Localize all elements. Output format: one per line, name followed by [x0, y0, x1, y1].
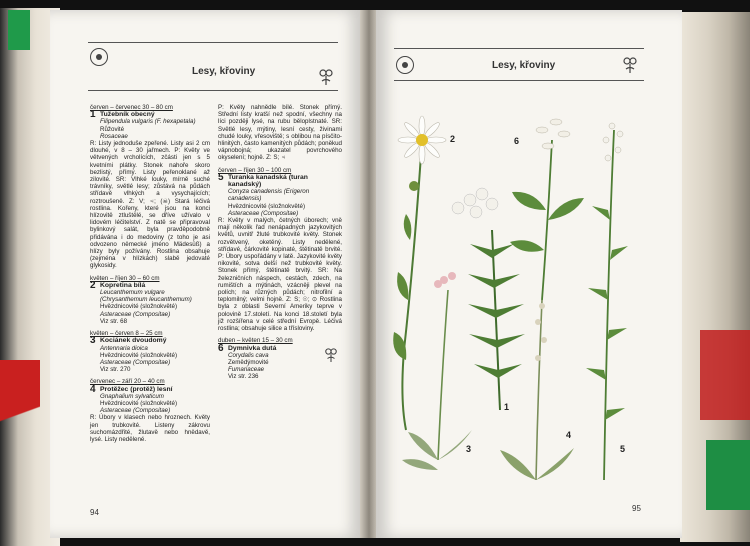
latin-name: Antennaria dioica: [100, 344, 148, 352]
family-latin: Asteraceae (Compositae): [100, 310, 171, 318]
herb-icon: [622, 56, 638, 74]
entry-number: 3: [90, 335, 96, 347]
flower-icon: [396, 56, 414, 74]
entry-number: 6: [218, 342, 224, 354]
plant-name: Kociánek dvoudomý: [100, 337, 167, 345]
description: R: Květy v malých, četných úborech; vně mají několik řad nenápadných jazykovitých květů, uvnitř žluté trubkovité květy. Stonek rozvětvený, oketěný. Listy nedělené, střídavé, čárkovité kopinaté, štětinatě brvité. P: Úbory uspořádány v latě. Jazykovité květy nikovité, sotva delší než trubkovité květy. Stonek přímý, štětinatě brvitý. SR: Na železničních náspech, cestách, zdech, na rumištích a mýtinách, vzácněji plevel na polích; na různých půdách; nitrofilní a teplomilný; velmi hojně. Z: S; ☉; ⊙ Rostlina byla z oblasti Severní Ameriky teprve v polovině 17.století. Na konci 18.století byla již rozšířena v celé střední Evropě. Léčivá rostlina; obsahuje silice a třísloviny.: [218, 217, 342, 333]
entry-2: [90, 275, 210, 325]
left-column-2: [218, 104, 342, 386]
left-header: [88, 42, 338, 77]
left-column-1: [90, 104, 210, 448]
entry-number: 2: [90, 279, 96, 291]
plant-4: [500, 300, 574, 480]
entry-3: [90, 330, 210, 373]
herb-icon: [318, 68, 334, 86]
page-number-left: 94: [90, 508, 99, 517]
entry-number: 5: [218, 171, 224, 183]
plant-name: Kopretina bílá: [100, 281, 146, 289]
green-tab-right: [706, 440, 750, 510]
latin-name: Gnaphalium sylvaticum: [100, 392, 164, 400]
entry-number: 1: [90, 109, 96, 121]
family-latin: Fumariaceae: [228, 366, 265, 374]
plant-name: Dymnivka dutá: [228, 344, 277, 352]
plant-1: [452, 188, 525, 410]
flowering-range: červenec – září 20 – 40 cm: [90, 378, 165, 386]
description: R: Úbory v klasech nebo hroznech. Květy jen trubkovité. Listeny zákrovu suchomázdřité, žlutavě nebo hnědavě, lysé. Listy nedělené.: [90, 414, 210, 443]
left-page: [50, 10, 362, 538]
page-reference: Viz str. 270: [100, 366, 131, 374]
entry-4-continued: P: Květy nahnědle bílé. Stonek přímý. Střední listy kratší než spodní, všechny na líci později lysé, na rubu běloplstnaté. SR: Světlé lesy, mýtiny, lesní cesty, živinami chudé louky, vřesoviště; s oblibou na písčito-hlinitých, často kamenitých půdách; poněkud vápnobojná; ukazatel povrchového okyselení; hojně. Z: S; ♃: [218, 104, 342, 162]
page-number-right: 95: [632, 504, 641, 513]
latin-name: Filipendula vulgaris (F. hexapetala): [100, 118, 196, 126]
plant-name: Turanka kanadská (turan kanadský): [228, 173, 308, 189]
plate-label-3: 3: [466, 444, 472, 454]
family-cz: Hvězdnicovité (složnokvěté): [100, 399, 178, 407]
family-latin: Asteraceae (Compositae): [100, 407, 171, 415]
entry-6: [218, 337, 342, 380]
flowering-range: červen – říjen 30 – 100 cm: [218, 166, 292, 174]
plate-label-1: 1: [504, 402, 510, 412]
description: R: Listy jednoduše zpeřené. Listy asi 2 cm dlouhé, v 8 – 30 jařmech. P: Květy ve větvených vrcholících, zčásti jen s 5 kvetními plátky. Stonek nahoře skoro bezlistý, přímý. Listy peřenoklané až zilovité. SR: Vlhké louky, mírně suché trávníky, světlé lesy; zůstává na půdách střídavě vlhkých a vysychajících; roztroušeně. Z: V; ♃; (☠) Stará léčivá rostlina. Kořeny, které jsou na konci hlízovitě ztluštělé, se dříve užívalo v lidovém léčitelství. Z natě se připravoval bylinkový salát, byla pravděpodobně přidávána i do medoviny (z toho je asi odvozeno německé jméno Mädesüß) a hlízy byly požívány. Rostlina obsahuje (zejména v hlízkách) slabě jedovaté glykosidy.: [90, 140, 210, 270]
flowering-range: duben – květen 15 – 30 cm: [218, 337, 293, 345]
family-cz: Zemědýmovité: [228, 358, 269, 366]
family-cz: Hvězdnicovité (složnokvěté): [100, 351, 178, 359]
flowering-range: květen – říjen 30 – 60 cm: [90, 274, 160, 282]
family-cz: Růžovité: [100, 125, 125, 133]
plant-3: [402, 272, 472, 470]
family-latin: Rosaceae: [100, 132, 128, 140]
plant-name: Protěžec (protěž) lesní: [100, 385, 173, 393]
family-latin: Asteraceae (Compositae): [100, 358, 171, 366]
page-reference: Viz str. 68: [100, 317, 128, 325]
plate-label-4: 4: [566, 430, 572, 440]
plate-label-6: 6: [514, 136, 520, 146]
latin-name: Conyza canadensis (Erigeron canadensis): [228, 188, 310, 203]
plant-6: [510, 119, 584, 300]
entry-1: [90, 104, 210, 270]
herb-icon: [324, 347, 338, 363]
flowering-range: červen – červenec 30 – 80 cm: [90, 104, 173, 111]
entry-number: 4: [90, 383, 96, 395]
plant-name: Tužebník obecný: [100, 111, 155, 119]
left-header-title: Lesy, křoviny: [192, 66, 256, 77]
red-tab-right: [700, 330, 750, 420]
right-header: [394, 48, 644, 78]
latin-name: Leucanthemum vulgare (Chrysanthemum leucanthemum): [100, 289, 192, 304]
entry-4: [90, 378, 210, 443]
entry-5: [218, 167, 342, 333]
family-cz: Hvězdnicovité (složnokvěté): [228, 202, 306, 210]
green-tab: [8, 10, 30, 50]
plate-label-2: 2: [450, 134, 456, 144]
plate-label-5: 5: [620, 444, 626, 454]
family-latin: Asteraceae (Compositae): [228, 209, 299, 217]
flower-icon: [90, 48, 108, 66]
botanical-illustration: [392, 100, 638, 520]
plant-5: [586, 123, 628, 480]
page-reference: Viz str. 236: [228, 373, 259, 381]
flowering-range: květen – červen 8 – 25 cm: [90, 330, 163, 338]
right-header-title: Lesy, křoviny: [492, 60, 556, 71]
latin-name: Corydalis cava: [228, 351, 269, 359]
plant-2-daisy: [393, 116, 446, 430]
family-cz: Hvězdnicovité (složnokvěté): [100, 303, 178, 311]
red-tab: [0, 360, 40, 480]
